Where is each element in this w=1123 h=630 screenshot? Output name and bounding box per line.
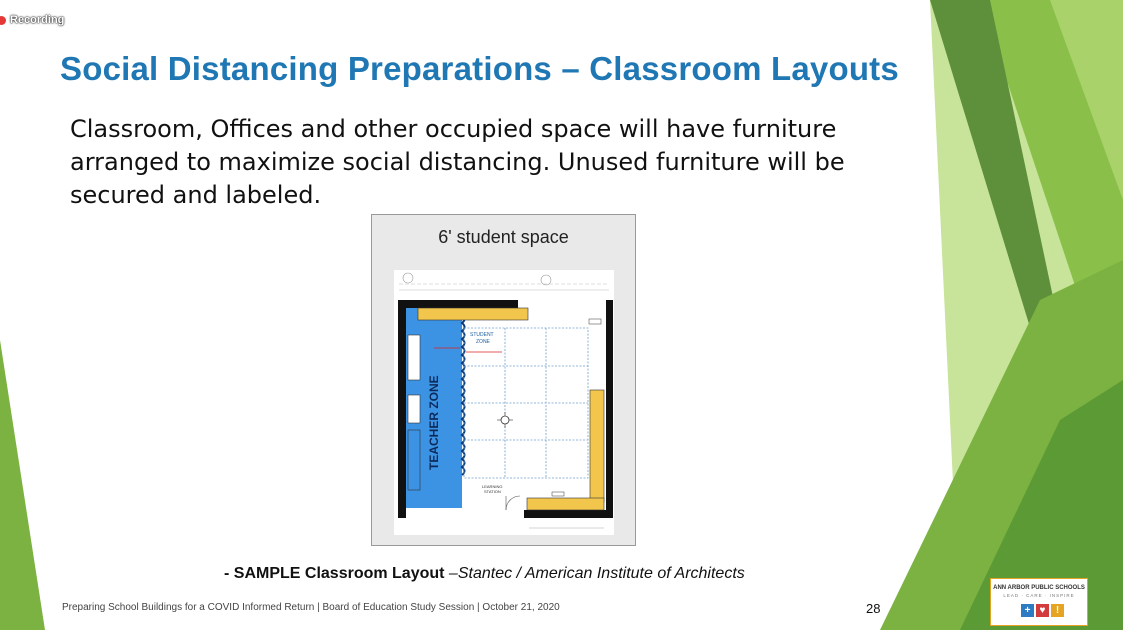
learning-station-label-1: LEARNING — [482, 484, 503, 489]
wall-left — [398, 300, 406, 518]
slide-body-text: Classroom, Offices and other occupied space will have furniture arranged to maximize social distancing. Unused furniture will be secured and labeled. — [70, 115, 845, 209]
wall-top — [398, 300, 518, 308]
deco-shape-left — [0, 340, 45, 630]
record-dot-icon — [0, 16, 6, 25]
teacher-zone-label: TEACHER ZONE — [427, 375, 441, 470]
recording-indicator — [0, 14, 64, 26]
wall-right — [606, 300, 613, 518]
school-logo — [990, 578, 1088, 626]
student-zone-label-2: ZONE — [476, 339, 490, 345]
learning-station-label-2: STATION — [484, 489, 501, 494]
figure-caption — [224, 565, 745, 583]
counter-bottom — [527, 498, 604, 510]
student-zone-label-1: STUDENT — [470, 332, 494, 338]
logo-name: ANN ARBOR PUBLIC SCHOOLS — [993, 585, 1085, 591]
counter-right — [590, 390, 604, 502]
heart-icon: ♥ — [1036, 604, 1049, 617]
logo-tagline: LEAD · CARE · INSPIRE — [1003, 593, 1075, 598]
caption-bold: - SAMPLE Classroom Layout — [224, 565, 445, 582]
slide-footer: Preparing School Buildings for a COVID Informed Return | Board of Education Study Session | October 21, 2020 — [62, 602, 560, 613]
plus-icon: + — [1021, 604, 1034, 617]
caption-source: –Stantec / American Institute of Architects — [444, 565, 745, 582]
classroom-layout-figure — [371, 214, 636, 546]
floor-plan-diagram — [394, 270, 614, 535]
figure-title: 6' student space — [438, 227, 569, 247]
page-number: 28 — [866, 601, 881, 616]
student-zone-grid — [464, 328, 588, 478]
wall-bottom — [524, 510, 613, 518]
slide-title: Social Distancing Preparations – Classroom Layouts — [60, 50, 899, 87]
counter-top — [418, 308, 528, 320]
exclamation-icon: ! — [1051, 604, 1064, 617]
recording-label: Recording — [10, 14, 65, 26]
